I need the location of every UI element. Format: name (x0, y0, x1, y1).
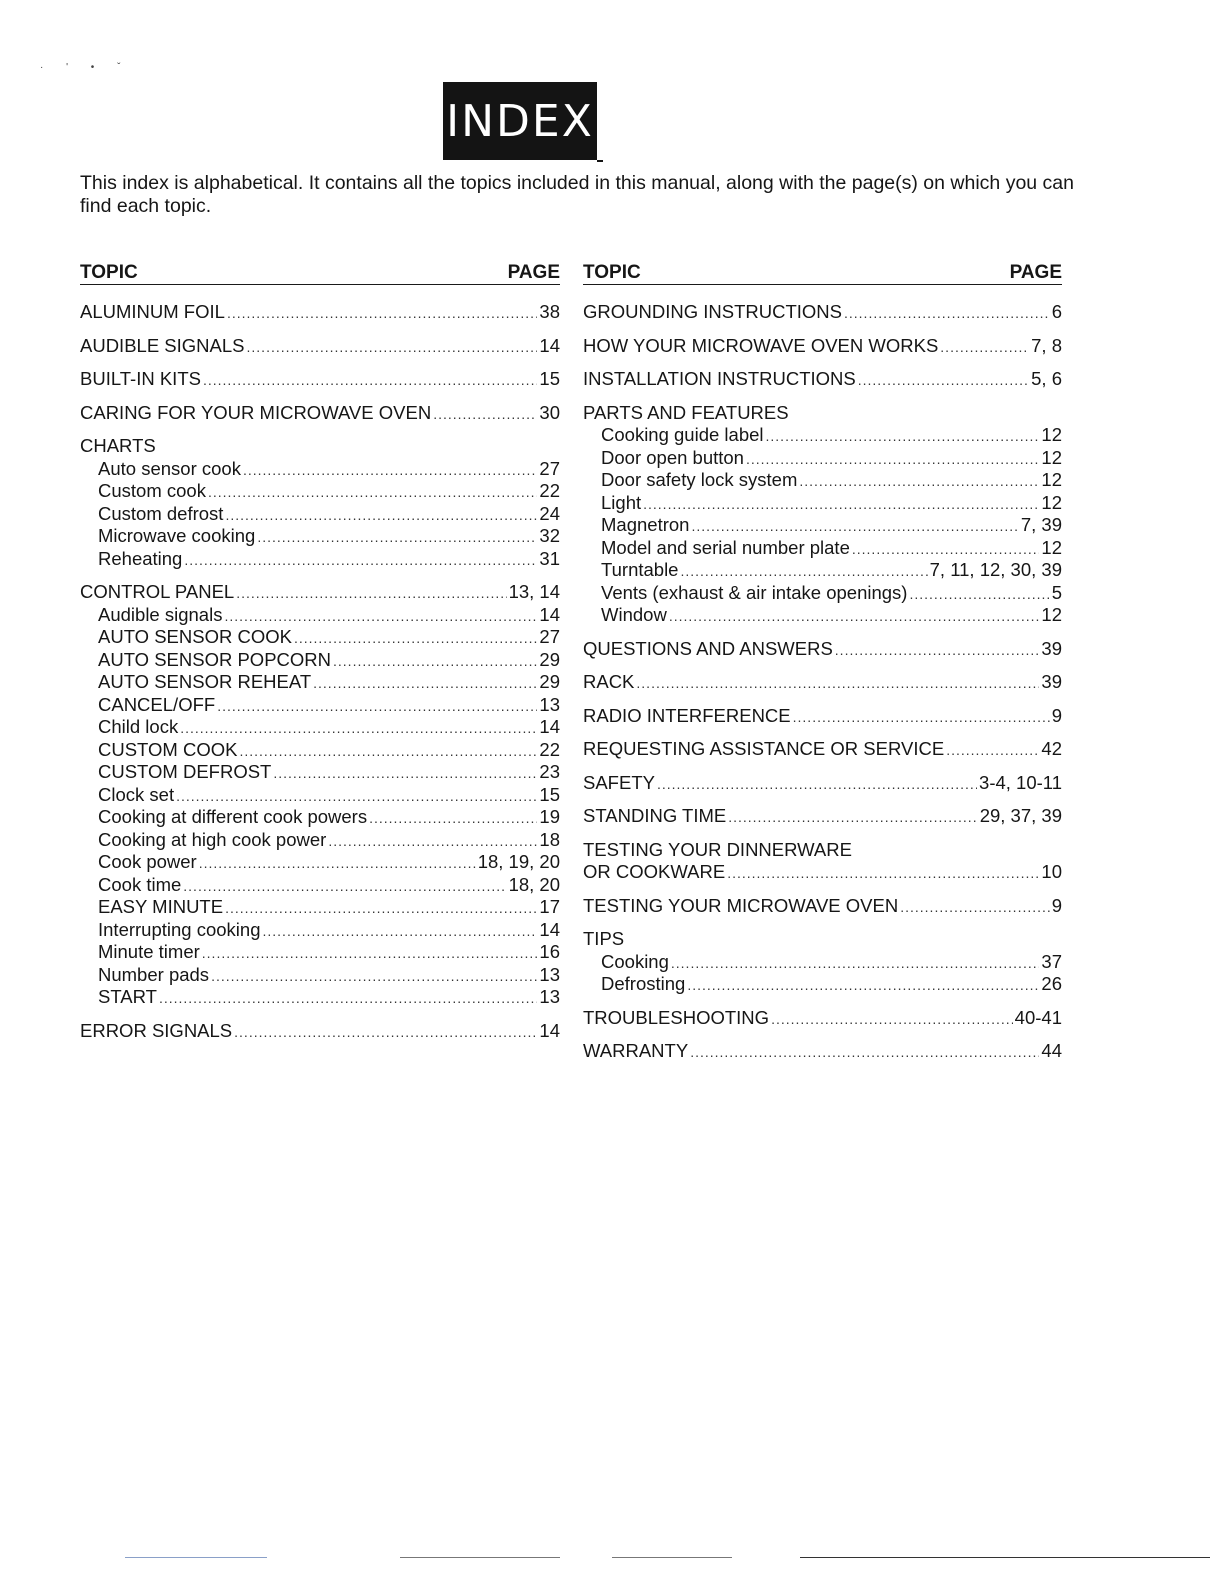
index-subentry: START ..... 13 (80, 986, 560, 1009)
index-subentry: Microwave cooking ..... 32 (80, 525, 560, 548)
index-entry-built-in-kits: BUILT-IN KITS ..... 15 (80, 368, 560, 391)
page-title: INDEX (443, 82, 597, 160)
index-entry-audible-signals: AUDIBLE SIGNALS ..... 14 (80, 335, 560, 358)
index-entry-installation: INSTALLATION INSTRUCTIONS ..... 5, 6 (583, 368, 1062, 391)
index-subentry: Door open button ..... 12 (583, 447, 1062, 470)
topic-header: TOPIC (583, 262, 641, 283)
index-entry-caring: CARING FOR YOUR MICROWAVE OVEN ..... 30 (80, 402, 560, 425)
index-subentry: EASY MINUTE ..... 17 (80, 896, 560, 919)
index-subentry: Magnetron ..... 7, 39 (583, 514, 1062, 537)
index-subentry: CUSTOM DEFROST ..... 23 (80, 761, 560, 784)
index-entry-testing-oven: TESTING YOUR MICROWAVE OVEN ..... 9 (583, 895, 1062, 918)
index-subentry: AUTO SENSOR REHEAT ..... 29 (80, 671, 560, 694)
index-subentry: Custom defrost ..... 24 (80, 503, 560, 526)
index-subentry: CUSTOM COOK ..... 22 (80, 739, 560, 762)
index-subentry: Minute timer ..... 16 (80, 941, 560, 964)
column-header (80, 258, 560, 285)
index-subentry: Defrosting ..... 26 (583, 973, 1062, 996)
intro-text: This index is alphabetical. It contains all the topics included in this manual, along with the page(s) on which you can find each topic. (80, 172, 1074, 217)
scan-edge-line (400, 1557, 560, 1558)
index-column-right (583, 258, 1062, 1063)
index-subentry: Audible signals ..... 14 (80, 604, 560, 627)
index-entry-rack: RACK ..... 39 (583, 671, 1062, 694)
index-subentry: Cooking ..... 37 (583, 951, 1062, 974)
index-entry-safety: SAFETY ..... 3-4, 10-11 (583, 772, 1062, 795)
index-entry-standing-time: STANDING TIME ..... 29, 37, 39 (583, 805, 1062, 828)
index-subentry: Model and serial number plate ..... 12 (583, 537, 1062, 560)
index-subentry: Cooking guide label ..... 12 (583, 424, 1062, 447)
index-subentry: Cooking at different cook powers ..... 19 (80, 806, 560, 829)
index-entry-questions: QUESTIONS AND ANSWERS ..... 39 (583, 638, 1062, 661)
index-subentry: Light ..... 12 (583, 492, 1062, 515)
topic-header: TOPIC (80, 262, 138, 283)
index-entry-grounding: GROUNDING INSTRUCTIONS ..... 6 (583, 301, 1062, 324)
index-subentry: Reheating ..... 31 (80, 548, 560, 571)
index-subentry: Cooking at high cook power ..... 18 (80, 829, 560, 852)
index-entry-tips: TIPS (583, 928, 625, 949)
index-entry-radio: RADIO INTERFERENCE ..... 9 (583, 705, 1062, 728)
page-header: PAGE (507, 262, 560, 283)
index-subentry: Window ..... 12 (583, 604, 1062, 627)
index-entry-error-signals: ERROR SIGNALS ..... 14 (80, 1020, 560, 1043)
index-subentry: Vents (exhaust & air intake openings) ..... 5 (583, 582, 1062, 605)
index-subentry: Interrupting cooking ..... 14 (80, 919, 560, 942)
index-entry-parts-features: PARTS AND FEATURES (583, 401, 789, 423)
index-entry-how-it-works: HOW YOUR MICROWAVE OVEN WORKS ..... 7, 8 (583, 335, 1062, 358)
index-entry-control-panel: CONTROL PANEL ..... 13, 14 (80, 581, 560, 604)
index-column-left (80, 258, 560, 1042)
scan-edge-line (800, 1557, 1210, 1558)
index-subentry: Door safety lock system ..... 12 (583, 469, 1062, 492)
index-subentry: Cook time ..... 18, 20 (80, 874, 560, 897)
index-subentry: Custom cook ..... 22 (80, 480, 560, 503)
scan-specks: · ' • ˇ (40, 62, 131, 73)
index-subentry: Child lock ..... 14 (80, 716, 560, 739)
scan-edge-line (612, 1557, 732, 1558)
index-entry-troubleshooting: TROUBLESHOOTING ..... 40-41 (583, 1007, 1062, 1030)
index-subentry: Auto sensor cook ..... 27 (80, 458, 560, 481)
index-entry-charts: CHARTS (80, 435, 156, 456)
index-subentry: Clock set ..... 15 (80, 784, 560, 807)
index-subentry: Number pads ..... 13 (80, 964, 560, 987)
column-header (583, 258, 1062, 285)
index-subentry: Cook power ..... 18, 19, 20 (80, 851, 560, 874)
scan-edge-line (125, 1557, 267, 1558)
index-entry-requesting: REQUESTING ASSISTANCE OR SERVICE ..... 42 (583, 738, 1062, 761)
page-header: PAGE (1009, 262, 1062, 283)
index-subentry: CANCEL/OFF ..... 13 (80, 694, 560, 717)
index-subentry: AUTO SENSOR COOK ..... 27 (80, 626, 560, 649)
index-entry-testing-dinnerware-cont: OR COOKWARE ..... 10 (583, 861, 1062, 884)
index-subentry: AUTO SENSOR POPCORN ..... 29 (80, 649, 560, 672)
index-entry-aluminum-foil: ALUMINUM FOIL ..... 38 (80, 301, 560, 324)
index-entry-warranty: WARRANTY ..... 44 (583, 1040, 1062, 1063)
index-entry-testing-dinnerware: TESTING YOUR DINNERWARE (583, 838, 852, 860)
index-subentry: Turntable ..... 7, 11, 12, 30, 39 (583, 559, 1062, 582)
